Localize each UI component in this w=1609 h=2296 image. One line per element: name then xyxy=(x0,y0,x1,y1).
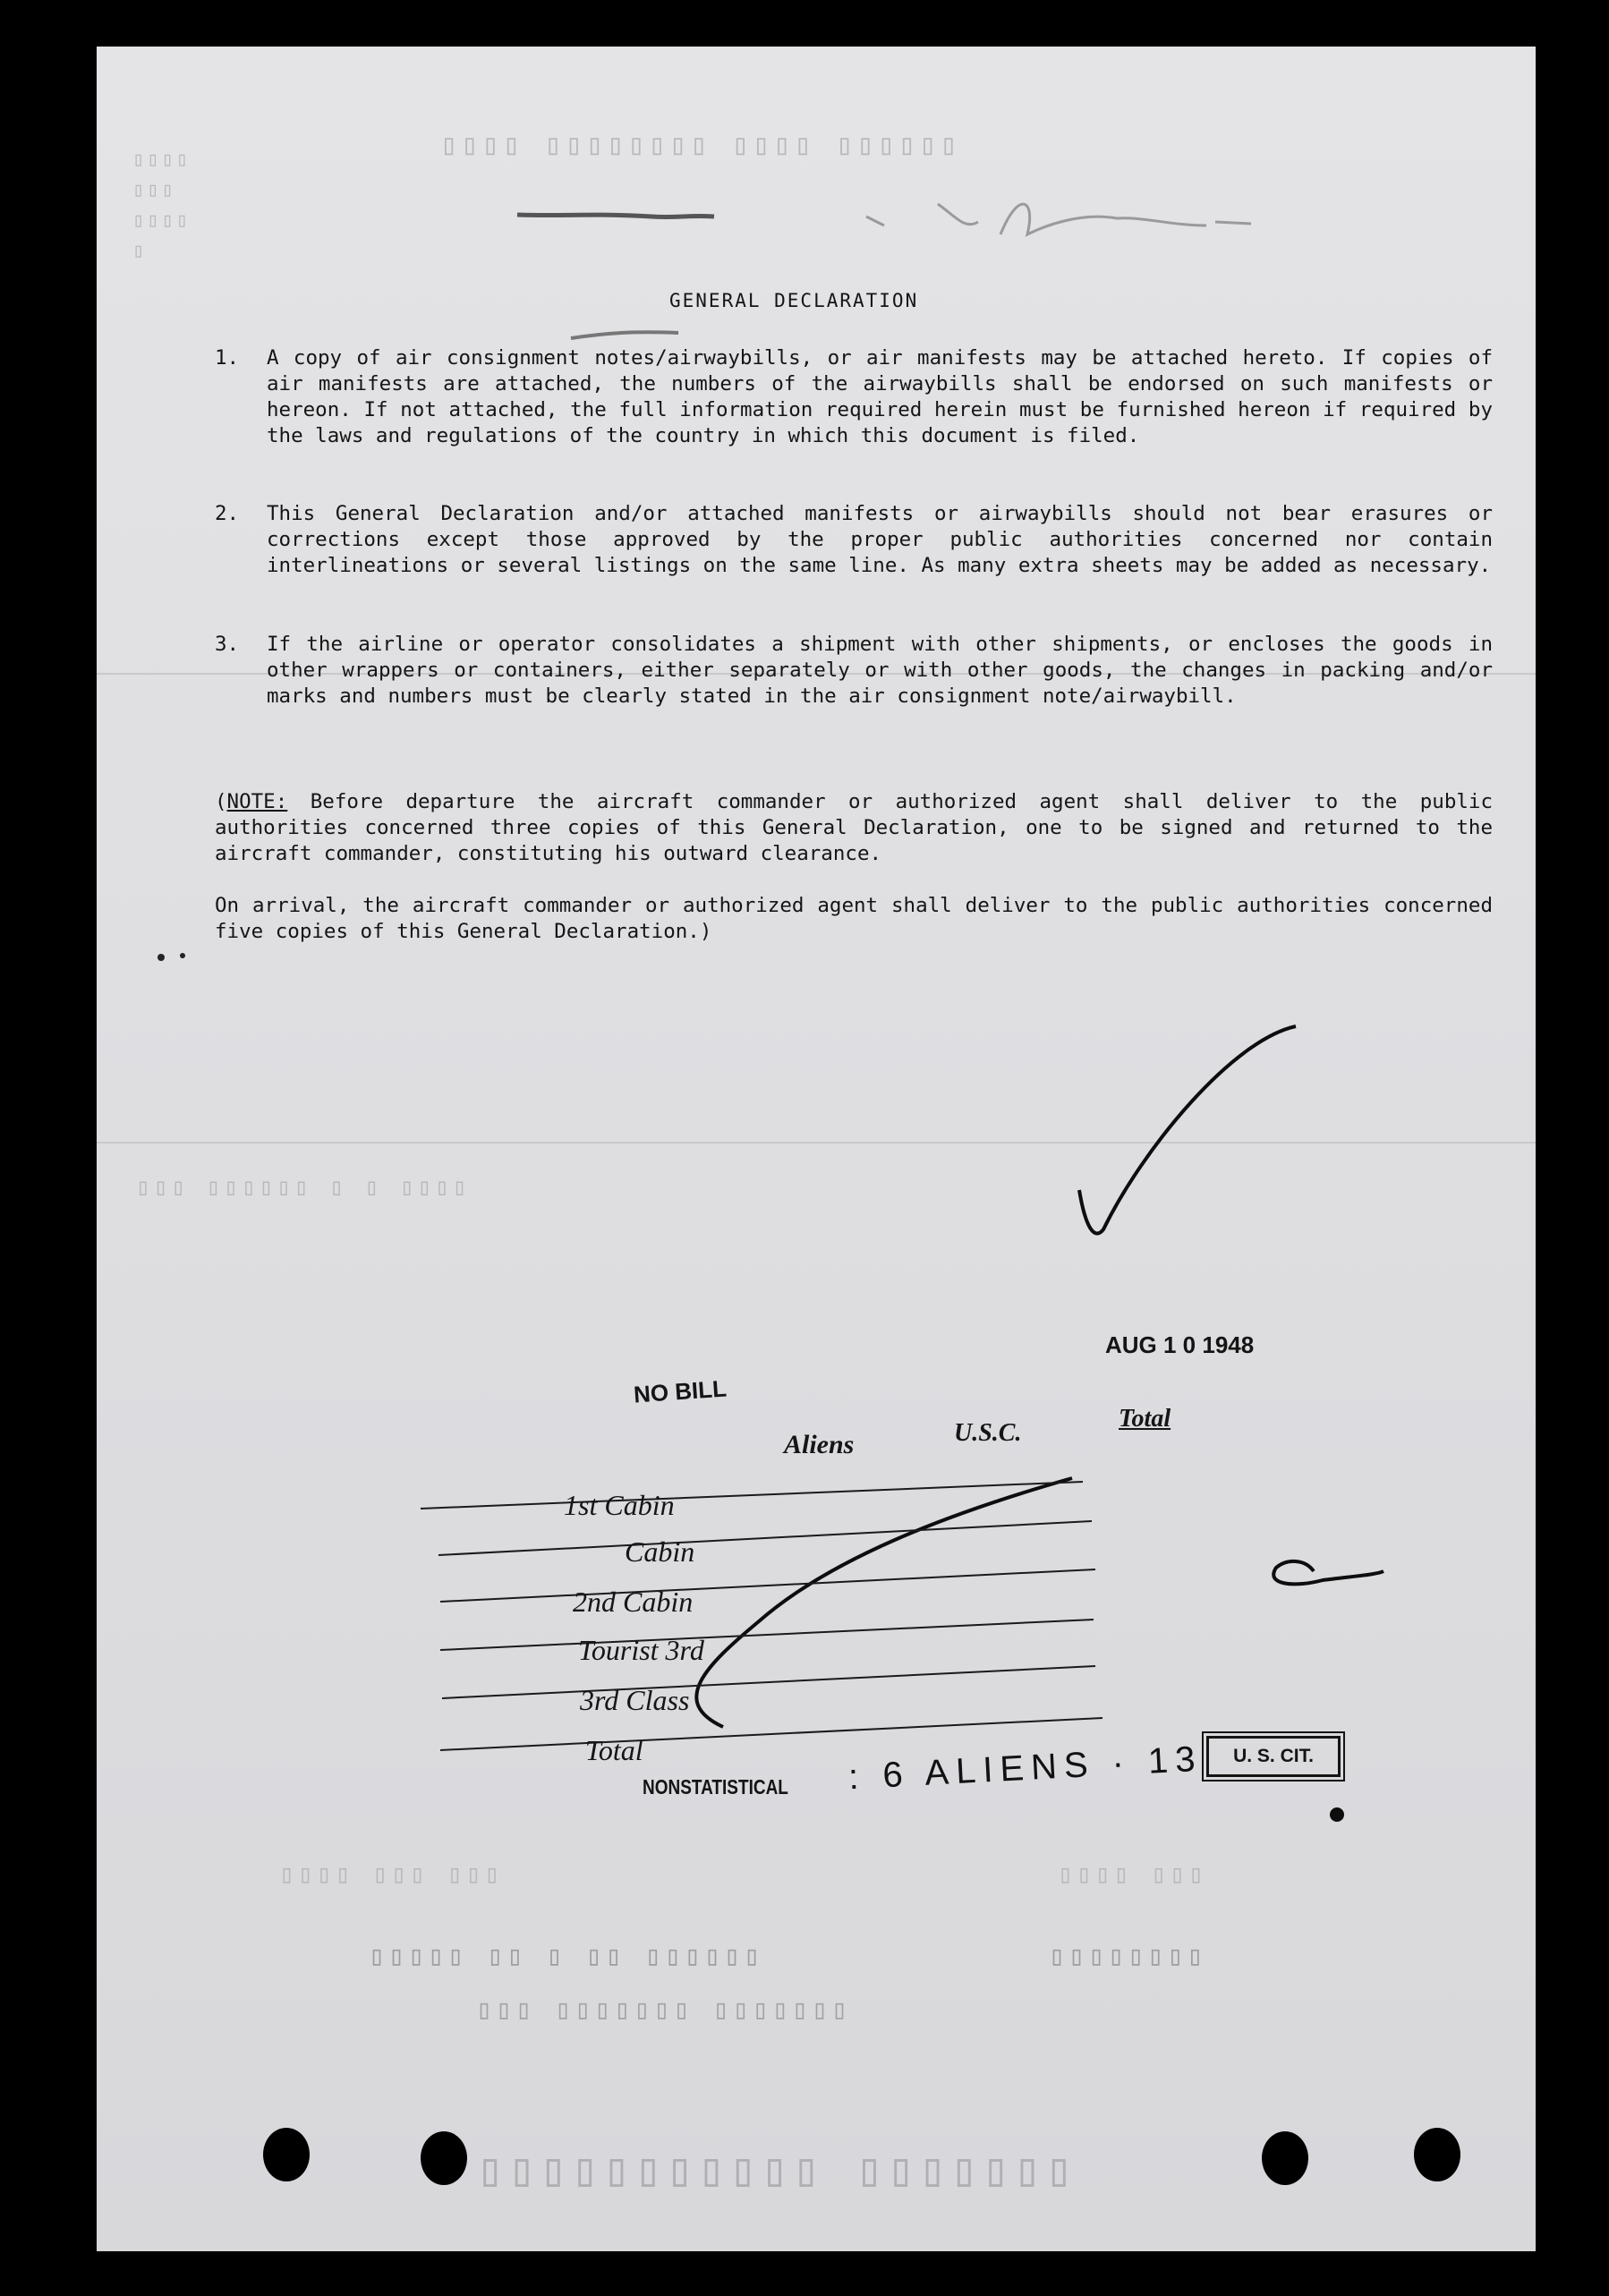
us-cit-stamp: U. S. CIT. xyxy=(1206,1736,1341,1777)
redaction-smudge xyxy=(571,332,678,338)
punch-hole xyxy=(421,2131,467,2185)
bleed-through-text: ▯▯▯▯▯▯ ▯▯ ▯ ▯▯ ▯▯▯▯▯ xyxy=(365,1943,761,1975)
field-line xyxy=(440,1620,1094,1650)
check-mark xyxy=(1079,1026,1296,1234)
row-label-2nd-cabin: 2nd Cabin xyxy=(573,1586,694,1618)
paragraph-number: 1. xyxy=(215,346,240,370)
bleed-through-text: ▯▯▯▯▯▯▯ ▯▯▯▯▯▯▯ ▯▯▯ xyxy=(472,1997,848,2028)
row-label-total: Total xyxy=(585,1734,643,1766)
date-stamp: AUG 1 0 1948 xyxy=(1105,1331,1255,1358)
ink-dot xyxy=(157,954,165,961)
faint-signature-scribble xyxy=(866,204,1251,234)
row-label-tourist-3rd: Tourist 3rd xyxy=(578,1634,704,1666)
diagonal-slash xyxy=(696,1478,1072,1727)
arrival-paragraph: On arrival, the aircraft commander or authorized agent shall deliver to the public authorities concerned five copies of this General Declaration.) xyxy=(215,894,1493,943)
paragraph-number: 3. xyxy=(215,633,240,656)
field-line xyxy=(440,1569,1095,1602)
bleed-through-text: ▯▯▯▯▯▯▯▯ xyxy=(1045,1943,1204,1975)
bleed-through-text: ▯▯▯▯ ▯ ▯ ▯▯▯▯▯▯ ▯▯▯ xyxy=(132,1174,467,1201)
paragraph-text: A copy of air consignment notes/airwaybills, or air manifests may be attached hereto. If copies of air manifests are attached, the numbers of the airwaybills shall be endorsed on such manifests or hereon. If not attached, the full information required herein must be furnished hereon if required by the laws and regulations of the country in which this document is filed. xyxy=(267,346,1493,447)
bleed-through-text: ▯▯▯ ▯▯▯ ▯▯▯▯ xyxy=(276,1863,500,1892)
column-header-aliens: Aliens xyxy=(784,1430,855,1459)
field-line xyxy=(442,1666,1095,1698)
instruction-paragraph-2 xyxy=(215,501,1493,579)
field-line xyxy=(438,1521,1092,1555)
field-line xyxy=(440,1718,1102,1750)
no-bill-stamp: NO BILL xyxy=(633,1374,728,1408)
bleed-through-text: ▯▯▯▯▯▯▯ ▯▯▯▯▯▯▯▯▯▯▯ xyxy=(472,2149,1073,2203)
note-open: ( xyxy=(215,790,227,813)
row-label-3rd-class: 3rd Class xyxy=(580,1684,690,1716)
nonstatistical-stamp: NONSTATISTICAL xyxy=(643,1776,788,1799)
row-label-1st-cabin: 1st Cabin xyxy=(564,1489,675,1521)
handwritten-annotation: : 6 ALIENS · 13 xyxy=(847,1739,1204,1798)
punch-hole xyxy=(1414,2128,1460,2181)
paragraph-text: This General Declaration and/or attached manifests or airwaybills should not bear erasures or corrections except those approved by the proper public authorities concerned nor contain interlineations or several listings on the same line. As many extra sheets may be added as necessary. xyxy=(267,502,1493,577)
bleed-through-text: ▯▯▯▯ ▯▯▯ ▯▯▯▯ ▯ xyxy=(132,149,191,262)
note-paragraph xyxy=(215,789,1493,867)
handwritten-zero xyxy=(1273,1561,1383,1584)
instruction-paragraph-1 xyxy=(215,345,1493,449)
column-header-total: Total xyxy=(1119,1405,1171,1433)
instruction-paragraph-3 xyxy=(215,632,1493,710)
note-text: Before departure the aircraft commander or authorized agent shall deliver to the public authorities concerned three copies of this General Declaration, one to be signed and returned to the aircraft commander, constituting his outward clearance. xyxy=(215,790,1493,865)
punch-hole xyxy=(1262,2131,1308,2185)
bleed-through-text: ▯▯▯▯▯▯ ▯▯▯▯ ▯▯▯▯▯▯▯▯ ▯▯▯▯ xyxy=(437,127,958,161)
note-label: NOTE: xyxy=(226,790,288,813)
bleed-through-text: ▯▯▯ ▯▯▯▯ xyxy=(1054,1863,1204,1892)
column-header-usc: U.S.C. xyxy=(954,1419,1022,1447)
paragraph-text: If the airline or operator consolidates a shipment with other shipments, or encloses the goods in other wrappers or containers, either separately or with other goods, the changes in packing and/or marks and numbers must be clearly stated in the air consignment note/airwaybill. xyxy=(267,633,1493,708)
document-sheet xyxy=(97,47,1536,2251)
redaction-smudge xyxy=(517,215,714,217)
ink-dot xyxy=(1330,1807,1344,1822)
punch-hole xyxy=(263,2128,310,2181)
ink-dot xyxy=(180,953,185,958)
row-label-cabin: Cabin xyxy=(625,1535,695,1568)
page-title: GENERAL DECLARATION xyxy=(669,290,919,311)
paragraph-number: 2. xyxy=(215,502,240,525)
